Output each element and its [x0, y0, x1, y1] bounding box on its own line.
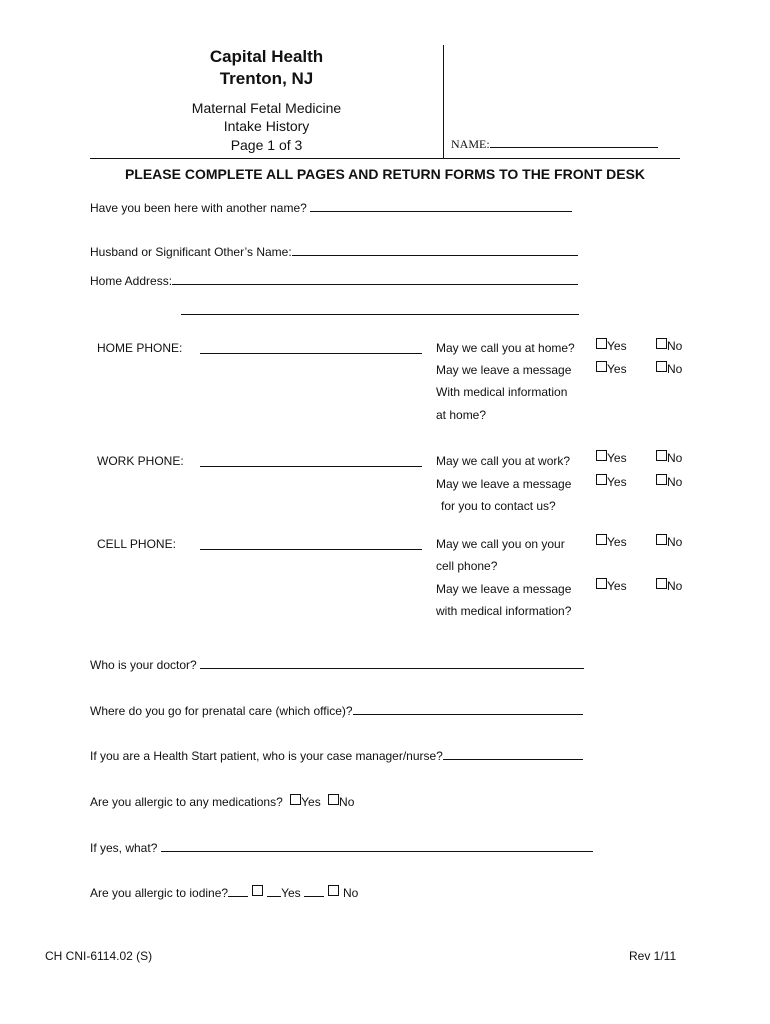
- cell-message-question-2: with medical information?: [436, 604, 572, 618]
- checkbox-icon[interactable]: [656, 534, 667, 545]
- home-message-question: May we leave a message: [436, 363, 572, 377]
- checkbox-icon[interactable]: [596, 534, 607, 545]
- iodine-no-checkbox[interactable]: [328, 885, 339, 896]
- address-line[interactable]: [172, 273, 578, 285]
- checkbox-icon[interactable]: [656, 361, 667, 372]
- header-rule: [90, 158, 680, 159]
- work-message-yes[interactable]: [596, 474, 627, 489]
- checkbox-icon[interactable]: [656, 338, 667, 349]
- cell-call-no[interactable]: [656, 534, 682, 549]
- if-yes-line[interactable]: [161, 840, 593, 852]
- doctor-field[interactable]: [90, 657, 584, 672]
- cell-call-question: May we call you on your: [436, 537, 565, 551]
- checkbox-icon[interactable]: [656, 474, 667, 485]
- form-code: CH CNI-6114.02 (S): [45, 949, 153, 963]
- yes-label: Yes: [607, 535, 627, 549]
- home-phone-line[interactable]: [200, 353, 422, 354]
- work-message-no[interactable]: [656, 474, 682, 489]
- health-start-field[interactable]: [90, 748, 583, 763]
- home-phone-label: HOME PHONE:: [97, 341, 183, 355]
- no-label: No: [667, 579, 683, 593]
- no-label: No: [667, 475, 683, 489]
- checkbox-icon[interactable]: [596, 361, 607, 372]
- home-message-question-2: With medical information: [436, 385, 568, 399]
- checkbox-icon[interactable]: [596, 578, 607, 589]
- if-yes-label: If yes, what?: [90, 841, 158, 855]
- if-yes-field[interactable]: [90, 840, 593, 855]
- department: Maternal Fetal Medicine: [191, 100, 342, 116]
- home-message-no[interactable]: [656, 361, 682, 376]
- work-message-question-2: for you to contact us?: [441, 499, 556, 513]
- yes-label: Yes: [607, 362, 627, 376]
- allergic-meds-yes-checkbox[interactable]: [290, 794, 301, 805]
- doctor-label: Who is your doctor?: [90, 658, 197, 672]
- prenatal-line[interactable]: [353, 703, 583, 715]
- yes-label: Yes: [607, 475, 627, 489]
- iodine-blank: [267, 886, 281, 897]
- cell-call-question-2: cell phone?: [436, 559, 498, 573]
- doctor-line[interactable]: [200, 657, 584, 669]
- work-message-question: May we leave a message: [436, 477, 572, 491]
- cell-message-yes[interactable]: [596, 578, 627, 593]
- allergic-meds-label: Are you allergic to any medications?: [90, 795, 283, 809]
- work-phone-line[interactable]: [200, 466, 422, 467]
- name-label: NAME:: [451, 137, 490, 151]
- iodine-yes-blank[interactable]: [228, 886, 248, 897]
- revision: Rev 1/11: [629, 949, 677, 963]
- yes-label: Yes: [607, 579, 627, 593]
- cell-phone-line[interactable]: [200, 549, 422, 550]
- no-label: No: [667, 451, 683, 465]
- other-name-field[interactable]: [90, 200, 572, 215]
- prenatal-field[interactable]: [90, 703, 583, 718]
- yes-label: Yes: [607, 339, 627, 353]
- health-start-line[interactable]: [443, 748, 583, 760]
- address-field[interactable]: [90, 273, 578, 288]
- iodine-yes-checkbox[interactable]: [252, 885, 263, 896]
- checkbox-icon[interactable]: [656, 450, 667, 461]
- org-name: Capital Health: [209, 47, 324, 66]
- no-label: No: [339, 795, 355, 809]
- form-name: Intake History: [223, 118, 310, 134]
- address-label: Home Address:: [90, 274, 173, 288]
- home-call-question: May we call you at home?: [436, 341, 575, 355]
- work-call-no[interactable]: [656, 450, 682, 465]
- checkbox-icon[interactable]: [596, 474, 607, 485]
- no-label: No: [667, 339, 683, 353]
- no-label: No: [667, 362, 683, 376]
- cell-call-yes[interactable]: [596, 534, 627, 549]
- cell-phone-label: CELL PHONE:: [97, 537, 176, 551]
- work-phone-label: WORK PHONE:: [97, 454, 184, 468]
- instruction-banner: PLEASE COMPLETE ALL PAGES AND RETURN FORMS TO THE FRONT DESK: [124, 166, 646, 182]
- allergic-meds-no-checkbox[interactable]: [328, 794, 339, 805]
- yes-label: Yes: [281, 886, 301, 900]
- home-call-yes[interactable]: [596, 338, 627, 353]
- allergic-meds-field: [90, 794, 354, 809]
- checkbox-icon[interactable]: [596, 338, 607, 349]
- home-call-no[interactable]: [656, 338, 682, 353]
- iodine-no-blank[interactable]: [304, 886, 324, 897]
- work-call-question: May we call you at work?: [436, 454, 571, 468]
- home-message-yes[interactable]: [596, 361, 627, 376]
- no-label: No: [343, 886, 359, 900]
- partner-label: Husband or Significant Other’s Name:: [90, 245, 292, 259]
- yes-label: Yes: [301, 795, 321, 809]
- org-city: Trenton, NJ: [219, 69, 314, 88]
- other-name-label: Have you been here with another name?: [90, 201, 307, 215]
- checkbox-icon[interactable]: [596, 450, 607, 461]
- partner-line[interactable]: [292, 244, 578, 256]
- page-indicator: Page 1 of 3: [230, 137, 303, 153]
- header-divider: [443, 45, 444, 158]
- checkbox-icon[interactable]: [656, 578, 667, 589]
- name-line[interactable]: [490, 136, 658, 148]
- health-start-label: If you are a Health Start patient, who is your case manager/nurse?: [90, 749, 443, 763]
- yes-label: Yes: [607, 451, 627, 465]
- name-field[interactable]: [451, 136, 658, 152]
- cell-message-question: May we leave a message: [436, 582, 572, 596]
- partner-field[interactable]: [90, 244, 578, 259]
- iodine-field: [90, 885, 358, 900]
- prenatal-label: Where do you go for prenatal care (which office)?: [90, 704, 353, 718]
- address-line-2[interactable]: [181, 314, 579, 315]
- iodine-label: Are you allergic to iodine?: [90, 886, 229, 900]
- cell-message-no[interactable]: [656, 578, 682, 593]
- work-call-yes[interactable]: [596, 450, 627, 465]
- no-label: No: [667, 535, 683, 549]
- other-name-line[interactable]: [310, 200, 572, 212]
- home-message-question-3: at home?: [436, 408, 487, 422]
